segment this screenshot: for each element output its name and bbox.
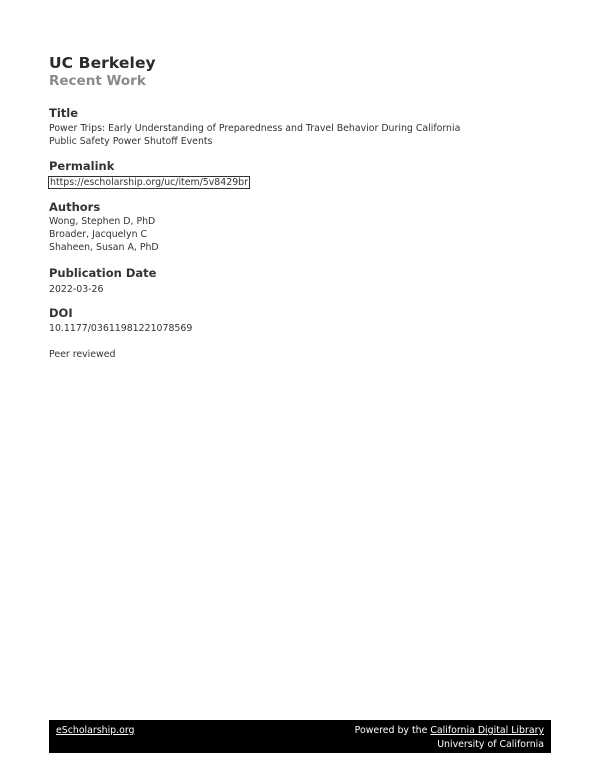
escholarship-link[interactable]: eScholarship.org	[56, 725, 135, 736]
permalink-label: Permalink	[49, 159, 115, 173]
title-line-1: Power Trips: Early Understanding of Preparedness and Travel Behavior During California	[49, 123, 461, 134]
footer-bar	[49, 720, 551, 753]
authors-label: Authors	[49, 200, 101, 214]
title-label: Title	[49, 106, 79, 120]
title-line-2: Public Safety Power Shutoff Events	[49, 136, 213, 147]
publication-date-value: 2022-03-26	[49, 284, 104, 295]
series-name: Recent Work	[49, 73, 146, 89]
doi-value: 10.1177/03611981221078569	[49, 323, 193, 334]
review-status: Peer reviewed	[49, 349, 116, 360]
author-item: Shaheen, Susan A, PhD	[49, 242, 159, 253]
footer-credits	[355, 724, 544, 752]
university-name: University of California	[437, 739, 544, 750]
powered-by-line	[355, 724, 544, 738]
doi-label: DOI	[49, 306, 73, 320]
powered-by-text: Powered by the	[354, 725, 431, 736]
cdl-link[interactable]: California Digital Library	[430, 725, 544, 736]
institution-name: UC Berkeley	[49, 54, 156, 72]
author-item: Wong, Stephen D, PhD	[49, 216, 156, 227]
permalink-link[interactable]: https://escholarship.org/uc/item/5v8429br	[50, 177, 248, 188]
publication-date-label: Publication Date	[49, 266, 157, 280]
author-item: Broader, Jacquelyn C	[49, 229, 148, 240]
